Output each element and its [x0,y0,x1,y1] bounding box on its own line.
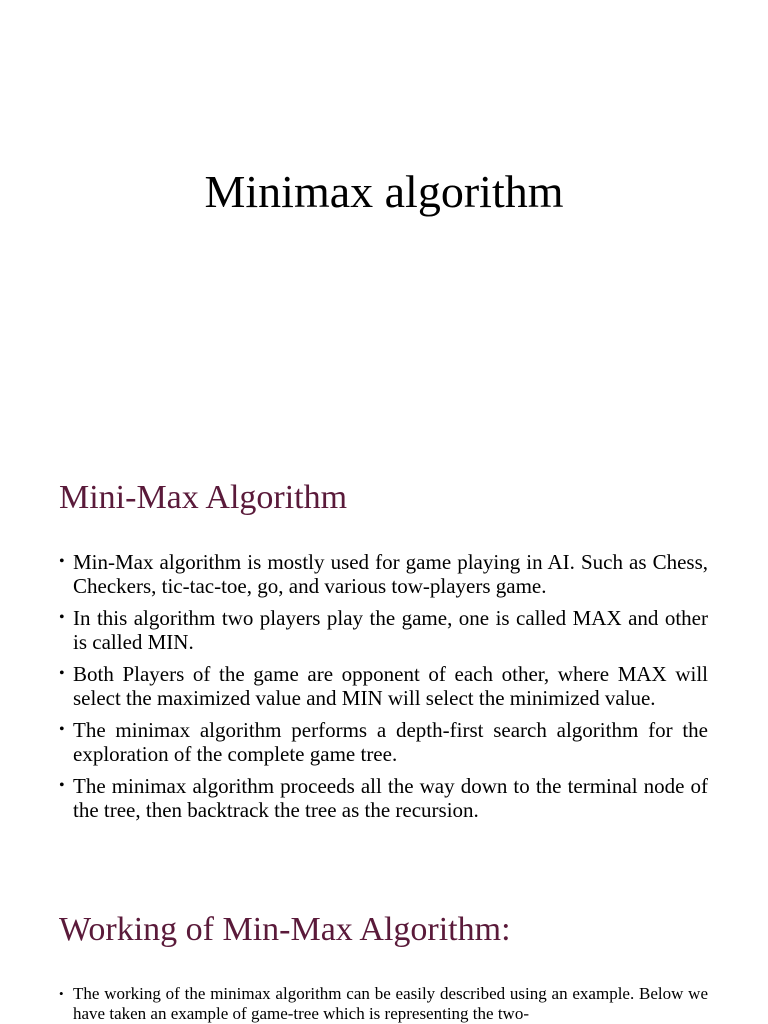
bullet-text: Min-Max algorithm is mostly used for game playing in AI. Such as Chess, Checkers, tic-tac-toe, go, and various tow-players game. [73,550,708,598]
bullet-item [59,718,708,766]
bullet-icon: • [59,609,65,626]
bullet-text: The minimax algorithm proceeds all the way down to the terminal node of the tree, then backtrack the tree as the recursion. [73,774,708,822]
bullet-text: The working of the minimax algorithm can be easily described using an example. Below we have taken an example of game-tree which is representing the two- [73,984,708,1023]
title-slide [0,0,768,440]
bullet-icon: • [59,986,64,1001]
minimax-working-slide [0,872,768,1024]
bullet-item [59,662,708,710]
bullet-icon: • [59,553,65,570]
bullet-icon: • [59,777,65,794]
section-heading: Working of Min-Max Algorithm: [59,911,511,948]
bullet-icon: • [59,665,65,682]
section-heading: Mini-Max Algorithm [59,479,348,516]
bullet-text: In this algorithm two players play the game, one is called MAX and other is called MIN. [73,606,708,654]
bullet-item [59,606,708,654]
bullet-item [59,774,708,822]
bullet-text: The minimax algorithm performs a depth-first search algorithm for the exploration of the complete game tree. [73,718,708,766]
bullet-text: Both Players of the game are opponent of each other, where MAX will select the maximized value and MIN will select the minimized value. [73,662,708,710]
bullet-list [59,550,708,830]
minimax-overview-slide [0,440,768,872]
slide-title: Minimax algorithm [204,166,564,217]
bullet-item [59,984,708,1024]
bullet-item [59,550,708,598]
bullet-icon: • [59,721,65,738]
bullet-list [59,984,708,1024]
